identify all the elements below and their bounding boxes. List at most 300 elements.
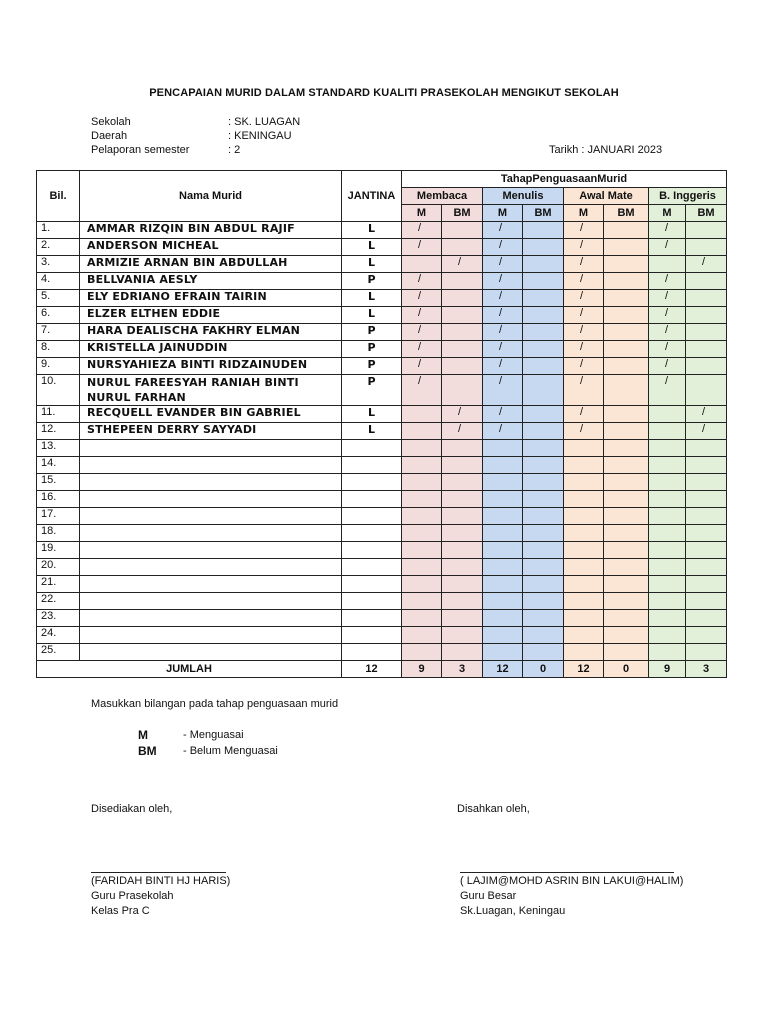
mark-awal-mate-bm: [604, 290, 649, 307]
approved-by-heading: Disahkan oleh,: [457, 803, 530, 815]
student-name: [80, 627, 342, 644]
mark-b-inggeris-m: /: [649, 375, 686, 406]
mark-awal-mate-bm: [604, 542, 649, 559]
mark-b-inggeris-m: [649, 542, 686, 559]
student-name: [80, 644, 342, 661]
jumlah-label: JUMLAH: [37, 661, 342, 678]
mark-awal-mate-m: [564, 525, 604, 542]
table-row: [37, 406, 727, 423]
jumlah-b-inggeris-bm: 3: [686, 661, 727, 678]
mark-menulis-bm: [523, 525, 564, 542]
student-jantina: L: [342, 307, 402, 324]
mark-membaca-bm: [442, 358, 483, 375]
table-row: [37, 474, 727, 491]
mark-menulis-bm: [523, 222, 564, 239]
mark-b-inggeris-bm: [686, 525, 727, 542]
mark-awal-mate-m: [564, 593, 604, 610]
mark-b-inggeris-m: /: [649, 307, 686, 324]
mark-b-inggeris-m: /: [649, 358, 686, 375]
mark-membaca-m: /: [402, 290, 442, 307]
mark-menulis-bm: [523, 307, 564, 324]
mark-membaca-m: [402, 593, 442, 610]
mark-membaca-m: [402, 542, 442, 559]
mark-awal-mate-m: /: [564, 341, 604, 358]
legend-m-desc: - Menguasai: [183, 729, 244, 741]
mark-menulis-bm: [523, 440, 564, 457]
jumlah-row: [37, 661, 727, 678]
student-name: [80, 440, 342, 457]
mark-awal-mate-m: [564, 610, 604, 627]
mark-b-inggeris-bm: [686, 457, 727, 474]
header-menulis-bm: BM: [523, 205, 564, 222]
mark-membaca-m: [402, 576, 442, 593]
mark-b-inggeris-m: [649, 440, 686, 457]
mark-membaca-bm: [442, 474, 483, 491]
mark-awal-mate-m: /: [564, 324, 604, 341]
mark-membaca-m: [402, 474, 442, 491]
mark-membaca-bm: [442, 508, 483, 525]
mark-b-inggeris-m: [649, 559, 686, 576]
table-row: [37, 627, 727, 644]
student-jantina: P: [342, 375, 402, 406]
student-name: ARMIZIE ARNAN BIN ABDULLAH: [80, 256, 342, 273]
table-row: [37, 593, 727, 610]
legend-bm-key: BM: [138, 744, 157, 758]
mark-awal-mate-m: [564, 440, 604, 457]
mark-membaca-bm: [442, 610, 483, 627]
mark-b-inggeris-bm: [686, 610, 727, 627]
legend-bm-desc: - Belum Menguasai: [183, 745, 278, 757]
mark-b-inggeris-m: [649, 474, 686, 491]
student-jantina: P: [342, 324, 402, 341]
mark-menulis-bm: [523, 508, 564, 525]
mark-b-inggeris-bm: [686, 273, 727, 290]
mark-membaca-m: [402, 457, 442, 474]
table-row: [37, 239, 727, 256]
mark-awal-mate-m: /: [564, 423, 604, 440]
mark-membaca-m: [402, 256, 442, 273]
mark-membaca-bm: [442, 290, 483, 307]
row-number: 22.: [37, 593, 80, 610]
mark-membaca-m: /: [402, 324, 442, 341]
right-signatory-name: ( LAJIM@MOHD ASRIN BIN LAKUI@HALIM): [460, 875, 684, 887]
table-row: [37, 457, 727, 474]
mark-awal-mate-m: /: [564, 239, 604, 256]
mark-awal-mate-m: [564, 474, 604, 491]
mark-awal-mate-bm: [604, 423, 649, 440]
jumlah-jantina: 12: [342, 661, 402, 678]
mark-b-inggeris-bm: [686, 593, 727, 610]
mark-membaca-m: [402, 440, 442, 457]
achievement-table: [36, 170, 727, 678]
student-jantina: [342, 525, 402, 542]
student-name: KRISTELLA JAINUDDIN: [80, 341, 342, 358]
mark-awal-mate-bm: [604, 457, 649, 474]
mark-awal-mate-m: [564, 542, 604, 559]
student-name: AMMAR RIZQIN BIN ABDUL RAJIF: [80, 222, 342, 239]
student-name: [80, 491, 342, 508]
student-jantina: L: [342, 256, 402, 273]
header-jantina: JANTINA: [342, 171, 402, 222]
mark-menulis-m: [483, 474, 523, 491]
student-jantina: P: [342, 273, 402, 290]
mark-menulis-m: /: [483, 222, 523, 239]
mark-menulis-bm: [523, 324, 564, 341]
mark-menulis-bm: [523, 375, 564, 406]
mark-b-inggeris-m: [649, 610, 686, 627]
mark-menulis-bm: [523, 593, 564, 610]
table-row: [37, 440, 727, 457]
mark-menulis-m: /: [483, 375, 523, 406]
mark-b-inggeris-m: [649, 406, 686, 423]
jumlah-membaca-m: 9: [402, 661, 442, 678]
mark-awal-mate-bm: [604, 307, 649, 324]
mark-awal-mate-m: [564, 627, 604, 644]
mark-awal-mate-bm: [604, 576, 649, 593]
student-name: ELZER ELTHEN EDDIE: [80, 307, 342, 324]
student-name: [80, 508, 342, 525]
row-number: 2.: [37, 239, 80, 256]
mark-menulis-bm: [523, 341, 564, 358]
mark-menulis-bm: [523, 256, 564, 273]
left-signature-line: [91, 872, 226, 873]
mark-awal-mate-bm: [604, 406, 649, 423]
header-membaca: Membaca: [402, 188, 483, 205]
student-jantina: [342, 457, 402, 474]
student-name: [80, 474, 342, 491]
mark-b-inggeris-bm: [686, 491, 727, 508]
semester-label: Pelaporan semester: [91, 144, 190, 156]
mark-membaca-bm: [442, 593, 483, 610]
mark-awal-mate-bm: [604, 474, 649, 491]
mark-b-inggeris-m: [649, 644, 686, 661]
mark-b-inggeris-m: [649, 593, 686, 610]
mark-b-inggeris-bm: [686, 375, 727, 406]
semester-value: : 2: [228, 144, 241, 156]
table-row: [37, 375, 727, 406]
mark-membaca-bm: [442, 324, 483, 341]
student-name: STHEPEEN DERRY SAYYADI: [80, 423, 342, 440]
mark-membaca-m: [402, 508, 442, 525]
mark-menulis-m: /: [483, 307, 523, 324]
daerah-value: : KENINGAU: [228, 130, 292, 142]
mark-b-inggeris-bm: [686, 576, 727, 593]
sekolah-label: Sekolah: [91, 116, 131, 128]
student-jantina: [342, 542, 402, 559]
student-name: [80, 576, 342, 593]
student-jantina: [342, 440, 402, 457]
mark-menulis-m: [483, 491, 523, 508]
mark-awal-mate-bm: [604, 358, 649, 375]
student-jantina: [342, 491, 402, 508]
mark-b-inggeris-m: /: [649, 341, 686, 358]
mark-b-inggeris-bm: [686, 559, 727, 576]
mark-menulis-bm: [523, 406, 564, 423]
row-number: 12.: [37, 423, 80, 440]
header-tahap-penguasaan: TahapPenguasaanMurid: [402, 171, 727, 188]
student-jantina: [342, 627, 402, 644]
mark-membaca-bm: [442, 576, 483, 593]
student-name: [80, 542, 342, 559]
mark-menulis-bm: [523, 627, 564, 644]
mark-menulis-bm: [523, 491, 564, 508]
row-number: 5.: [37, 290, 80, 307]
student-jantina: L: [342, 222, 402, 239]
left-signatory-place: Kelas Pra C: [91, 905, 150, 917]
student-name: [80, 610, 342, 627]
mark-b-inggeris-bm: [686, 474, 727, 491]
mark-menulis-m: [483, 440, 523, 457]
mark-b-inggeris-m: /: [649, 273, 686, 290]
header-b-inggeris: B. Inggeris: [649, 188, 727, 205]
mark-b-inggeris-bm: /: [686, 406, 727, 423]
mark-menulis-m: /: [483, 341, 523, 358]
mark-menulis-m: [483, 525, 523, 542]
header-bil: Bil.: [37, 171, 80, 222]
left-signatory-name: (FARIDAH BINTI HJ HARIS): [91, 875, 231, 887]
table-row: [37, 644, 727, 661]
table-row: [37, 423, 727, 440]
mark-menulis-m: [483, 610, 523, 627]
table-row: [37, 358, 727, 375]
mark-menulis-bm: [523, 358, 564, 375]
mark-membaca-m: [402, 559, 442, 576]
mark-b-inggeris-m: [649, 457, 686, 474]
table-row: [37, 222, 727, 239]
table-row: [37, 273, 727, 290]
mark-b-inggeris-bm: [686, 290, 727, 307]
row-number: 23.: [37, 610, 80, 627]
mark-awal-mate-bm: [604, 375, 649, 406]
mark-awal-mate-bm: [604, 440, 649, 457]
mark-membaca-bm: [442, 542, 483, 559]
student-name: HARA DEALISCHA FAKHRY ELMAN: [80, 324, 342, 341]
mark-menulis-m: [483, 593, 523, 610]
student-jantina: [342, 610, 402, 627]
student-jantina: [342, 644, 402, 661]
mark-membaca-m: [402, 644, 442, 661]
mark-b-inggeris-m: [649, 256, 686, 273]
mark-awal-mate-bm: [604, 341, 649, 358]
mark-membaca-m: [402, 491, 442, 508]
row-number: 6.: [37, 307, 80, 324]
mark-b-inggeris-bm: [686, 341, 727, 358]
mark-b-inggeris-m: [649, 576, 686, 593]
mark-b-inggeris-bm: [686, 358, 727, 375]
mark-awal-mate-m: [564, 576, 604, 593]
left-signatory-role: Guru Prasekolah: [91, 890, 174, 902]
student-jantina: [342, 508, 402, 525]
student-name: [80, 593, 342, 610]
mark-awal-mate-bm: [604, 508, 649, 525]
tarikh: Tarikh : JANUARI 2023: [549, 144, 663, 156]
mark-membaca-bm: /: [442, 423, 483, 440]
jumlah-membaca-bm: 3: [442, 661, 483, 678]
row-number: 14.: [37, 457, 80, 474]
row-number: 17.: [37, 508, 80, 525]
mark-b-inggeris-bm: [686, 222, 727, 239]
table-row: [37, 508, 727, 525]
mark-b-inggeris-bm: /: [686, 256, 727, 273]
row-number: 18.: [37, 525, 80, 542]
mark-menulis-m: [483, 627, 523, 644]
row-number: 13.: [37, 440, 80, 457]
student-jantina: L: [342, 290, 402, 307]
mark-b-inggeris-bm: /: [686, 423, 727, 440]
mark-awal-mate-m: /: [564, 222, 604, 239]
mark-b-inggeris-m: [649, 423, 686, 440]
mark-awal-mate-m: [564, 508, 604, 525]
row-number: 9.: [37, 358, 80, 375]
mark-menulis-bm: [523, 474, 564, 491]
mark-membaca-bm: /: [442, 256, 483, 273]
student-jantina: [342, 593, 402, 610]
mark-b-inggeris-m: [649, 525, 686, 542]
mark-awal-mate-bm: [604, 593, 649, 610]
student-jantina: L: [342, 406, 402, 423]
mark-awal-mate-bm: [604, 273, 649, 290]
mark-membaca-bm: [442, 491, 483, 508]
mark-membaca-bm: [442, 273, 483, 290]
mark-menulis-m: /: [483, 423, 523, 440]
table-row: [37, 610, 727, 627]
mark-menulis-m: /: [483, 358, 523, 375]
mark-awal-mate-m: /: [564, 358, 604, 375]
header-nama-murid: Nama Murid: [80, 171, 342, 222]
row-number: 4.: [37, 273, 80, 290]
mark-membaca-m: [402, 423, 442, 440]
mark-membaca-m: /: [402, 239, 442, 256]
mark-menulis-m: /: [483, 290, 523, 307]
mark-membaca-bm: [442, 341, 483, 358]
student-name: ELY EDRIANO EFRAIN TAIRIN: [80, 290, 342, 307]
mark-menulis-m: /: [483, 256, 523, 273]
student-name: NURSYAHIEZA BINTI RIDZAINUDEN: [80, 358, 342, 375]
student-jantina: L: [342, 239, 402, 256]
table-row: [37, 542, 727, 559]
mark-awal-mate-bm: [604, 239, 649, 256]
mark-menulis-bm: [523, 457, 564, 474]
mark-menulis-bm: [523, 542, 564, 559]
student-name: [80, 525, 342, 542]
table-row: [37, 307, 727, 324]
student-jantina: [342, 474, 402, 491]
table-row: [37, 491, 727, 508]
header-awal-mate-m: M: [564, 205, 604, 222]
mark-membaca-m: /: [402, 307, 442, 324]
student-name: RECQUELL EVANDER BIN GABRIEL: [80, 406, 342, 423]
mark-b-inggeris-m: /: [649, 324, 686, 341]
mark-b-inggeris-bm: [686, 508, 727, 525]
student-jantina: P: [342, 358, 402, 375]
mark-awal-mate-bm: [604, 256, 649, 273]
mark-membaca-m: /: [402, 222, 442, 239]
student-jantina: [342, 576, 402, 593]
mark-membaca-bm: [442, 307, 483, 324]
mark-membaca-bm: /: [442, 406, 483, 423]
mark-menulis-bm: [523, 423, 564, 440]
student-name: BELLVANIA AESLY: [80, 273, 342, 290]
student-name: NURUL FAREESYAH RANIAH BINTI NURUL FARHAN: [80, 375, 342, 406]
mark-membaca-m: [402, 627, 442, 644]
mark-awal-mate-m: [564, 644, 604, 661]
mark-menulis-bm: [523, 273, 564, 290]
row-number: 11.: [37, 406, 80, 423]
mark-awal-mate-bm: [604, 559, 649, 576]
header-b-inggeris-bm: BM: [686, 205, 727, 222]
header-awal-mate-bm: BM: [604, 205, 649, 222]
mark-membaca-m: [402, 406, 442, 423]
mark-b-inggeris-bm: [686, 627, 727, 644]
mark-membaca-bm: [442, 375, 483, 406]
row-number: 24.: [37, 627, 80, 644]
mark-awal-mate-bm: [604, 627, 649, 644]
mark-membaca-m: [402, 610, 442, 627]
row-number: 19.: [37, 542, 80, 559]
legend-intro: Masukkan bilangan pada tahap penguasaan murid: [91, 698, 339, 710]
table-row: [37, 341, 727, 358]
mark-menulis-bm: [523, 239, 564, 256]
mark-membaca-bm: [442, 222, 483, 239]
right-signature-line: [460, 872, 674, 873]
header-menulis-m: M: [483, 205, 523, 222]
mark-menulis-m: [483, 576, 523, 593]
student-name: [80, 457, 342, 474]
mark-menulis-bm: [523, 559, 564, 576]
mark-awal-mate-bm: [604, 222, 649, 239]
right-signatory-place: Sk.Luagan, Keningau: [460, 905, 566, 917]
student-jantina: [342, 559, 402, 576]
mark-membaca-m: /: [402, 273, 442, 290]
mark-membaca-bm: [442, 559, 483, 576]
mark-membaca-m: /: [402, 341, 442, 358]
header-membaca-m: M: [402, 205, 442, 222]
sekolah-value: : SK. LUAGAN: [228, 116, 301, 128]
mark-menulis-m: /: [483, 406, 523, 423]
jumlah-menulis-m: 12: [483, 661, 523, 678]
table-row: [37, 290, 727, 307]
mark-membaca-bm: [442, 627, 483, 644]
jumlah-awal-mate-bm: 0: [604, 661, 649, 678]
mark-b-inggeris-m: /: [649, 239, 686, 256]
mark-awal-mate-m: /: [564, 256, 604, 273]
mark-menulis-bm: [523, 610, 564, 627]
mark-awal-mate-bm: [604, 491, 649, 508]
prepared-by-heading: Disediakan oleh,: [91, 803, 173, 815]
mark-b-inggeris-bm: [686, 307, 727, 324]
mark-b-inggeris-m: [649, 627, 686, 644]
row-number: 7.: [37, 324, 80, 341]
mark-membaca-m: /: [402, 375, 442, 406]
mark-membaca-bm: [442, 457, 483, 474]
mark-menulis-m: [483, 559, 523, 576]
legend-m-key: M: [138, 728, 148, 742]
header-b-inggeris-m: M: [649, 205, 686, 222]
header-menulis: Menulis: [483, 188, 564, 205]
mark-b-inggeris-bm: [686, 542, 727, 559]
mark-membaca-bm: [442, 239, 483, 256]
mark-awal-mate-m: [564, 559, 604, 576]
mark-awal-mate-bm: [604, 324, 649, 341]
mark-menulis-m: /: [483, 324, 523, 341]
mark-membaca-m: [402, 525, 442, 542]
mark-awal-mate-bm: [604, 610, 649, 627]
header-membaca-bm: BM: [442, 205, 483, 222]
row-number: 1.: [37, 222, 80, 239]
table-row: [37, 559, 727, 576]
row-number: 8.: [37, 341, 80, 358]
mark-menulis-bm: [523, 576, 564, 593]
